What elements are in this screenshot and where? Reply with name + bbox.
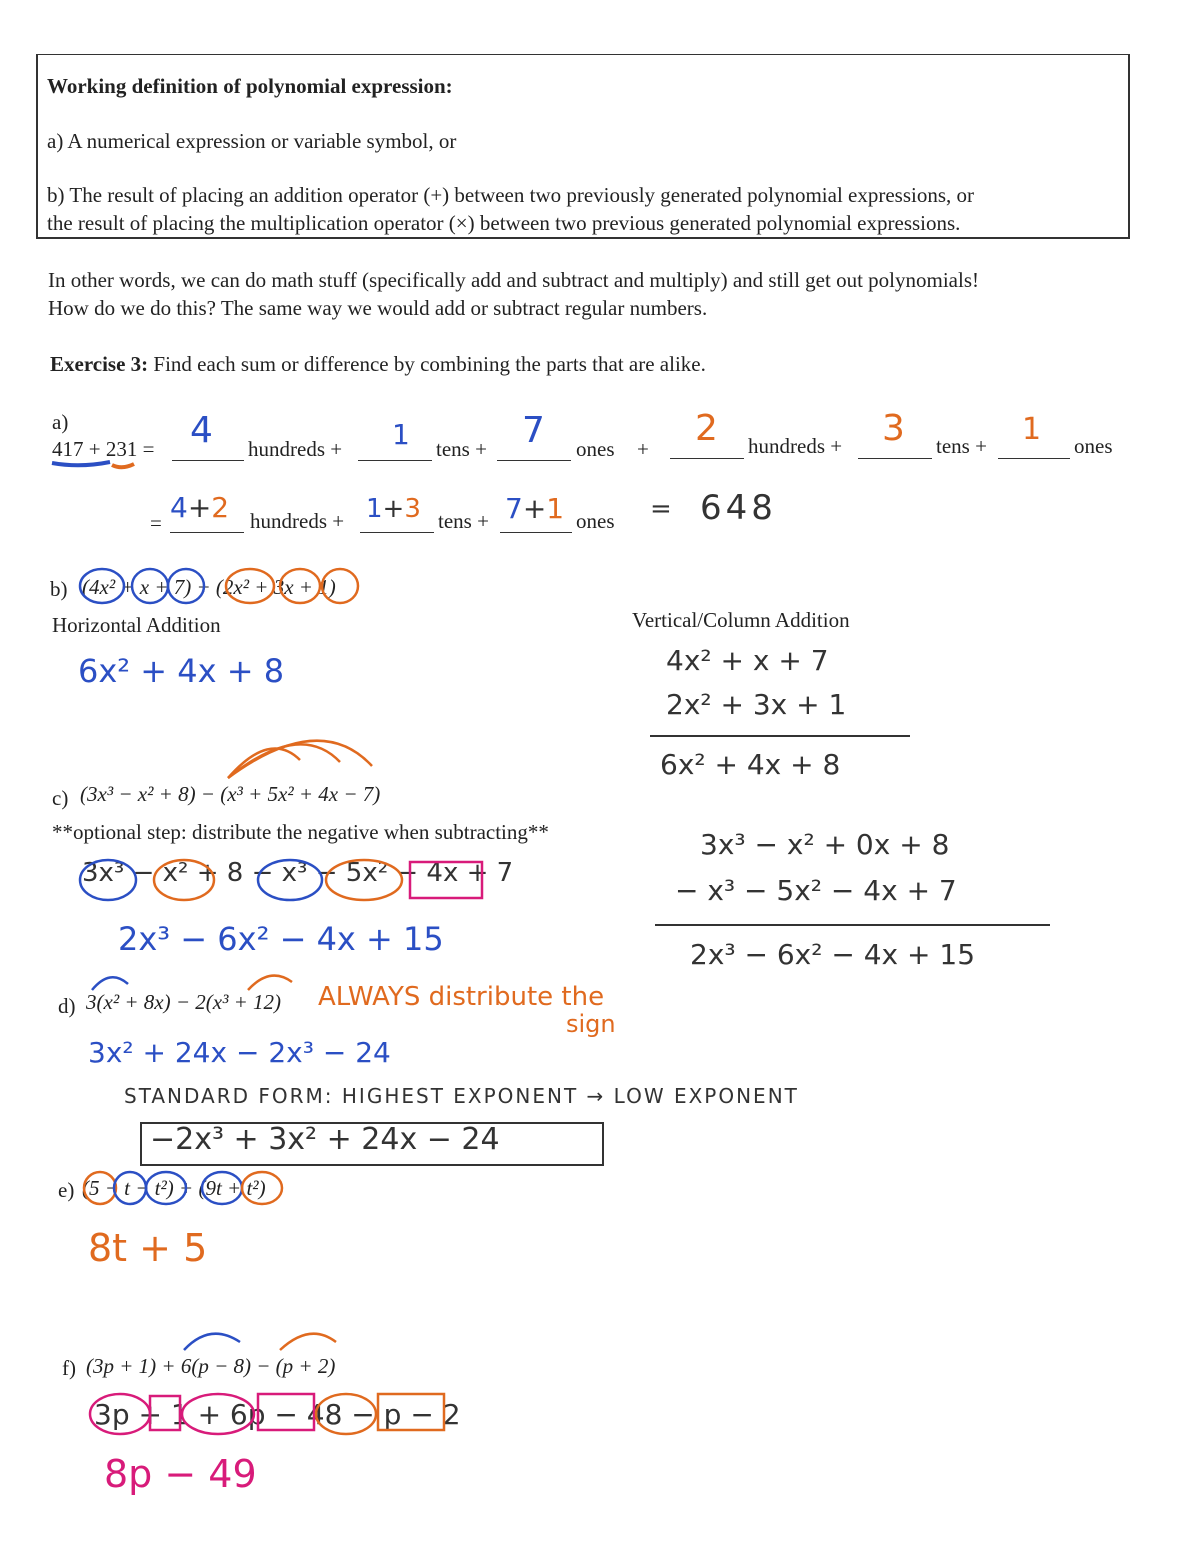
answer-ones-1: 7 — [522, 410, 545, 451]
answer-tens-2: 3 — [882, 408, 905, 449]
part-a-label: a) — [52, 410, 69, 434]
row2-ones-label: ones — [576, 509, 615, 533]
part-f-label: f) — [62, 1356, 76, 1380]
part-c-label: c) — [52, 786, 69, 810]
part-d-note-line2: sign — [566, 1010, 616, 1038]
ones-label-1: ones — [576, 437, 615, 461]
row2-tens-plus: + — [382, 494, 405, 524]
circle-6p — [182, 1394, 254, 1434]
circle-3p — [90, 1394, 150, 1434]
circle-neg-x3 — [258, 860, 322, 900]
definition-part-a: a) A numerical expression or variable symbol, or — [47, 129, 457, 153]
part-c-answer: 2x³ − 6x² − 4x + 15 — [118, 920, 444, 958]
circle-5 — [84, 1172, 116, 1204]
result-648: 648 — [700, 488, 777, 528]
plus-sign: + — [637, 437, 649, 461]
part-c-column-row1: 3x³ − x² + 0x + 8 — [700, 828, 950, 861]
underline-417 — [52, 462, 110, 465]
distribute-arrow-d2 — [248, 976, 292, 990]
circle-9t — [202, 1172, 242, 1204]
intro-line2: How do we do this? The same way we would add or subtract regular numbers. — [48, 296, 708, 320]
row2-ones-plus: + — [522, 492, 547, 525]
part-e-label: e) — [58, 1178, 75, 1202]
definition-title: Working definition of polynomial expression: — [47, 74, 453, 98]
tens-label-2: tens + — [936, 434, 987, 458]
horizontal-addition-label: Horizontal Addition — [52, 613, 221, 637]
standard-form-answer: −2x³ + 3x² + 24x − 24 — [150, 1122, 500, 1157]
part-f-distributed: 3p + 1 + 6p − 48 − p − 2 — [94, 1398, 461, 1431]
answer-tens-1: 1 — [392, 418, 410, 451]
part-b-horizontal-answer: 6x² + 4x + 8 — [78, 652, 285, 690]
part-c-distributed: 3x³ − x² + 8 − x³ − 5x² − 4x + 7 — [82, 858, 514, 888]
part-e-answer: 8t + 5 — [88, 1226, 208, 1270]
circle-3x3 — [80, 860, 136, 900]
part-d-expression: 3(x² + 8x) − 2(x³ + 12) — [86, 990, 282, 1014]
box-plus-1 — [150, 1396, 180, 1430]
part-d-label: d) — [58, 994, 76, 1018]
circle-1 — [322, 569, 358, 603]
part-b-expression: (4x² + x + 7) + (2x² + 3x + 1) — [82, 575, 336, 599]
circle-7 — [168, 569, 204, 603]
circle-neg-t — [114, 1172, 146, 1204]
row2-ones-first: 7 — [505, 492, 523, 525]
tens-label-1: tens + — [436, 437, 487, 461]
answer-hundreds-2: 2 — [695, 408, 718, 449]
box-neg-4x — [410, 862, 482, 898]
vertical-addition-label: Vertical/Column Addition — [632, 608, 850, 632]
row2-hundreds-first: 4 — [170, 491, 188, 524]
underline-231 — [112, 464, 134, 467]
distribute-arrow-f1 — [184, 1334, 240, 1350]
circle-2x2 — [226, 569, 274, 603]
part-c-optional-note: **optional step: distribute the negative when subtracting** — [52, 820, 549, 844]
intro-line1: In other words, we can do math stuff (specifically add and subtract and multiply) and still get out polynomials! — [48, 268, 979, 292]
answer-ones-2: 1 — [1022, 412, 1042, 447]
part-f-answer: 8p − 49 — [104, 1452, 257, 1496]
ones-label-3: ones — [1074, 434, 1113, 458]
row2-hundreds-second: 2 — [211, 491, 230, 524]
part-b-label: b) — [50, 577, 68, 601]
standard-form-label: STANDARD FORM: HIGHEST EXPONENT → LOW EXPONENT — [124, 1084, 799, 1108]
part-b-column-row1: 4x² + x + 7 — [666, 644, 829, 677]
box-neg-48 — [258, 1394, 314, 1430]
answer-hundreds-1: 4 — [190, 410, 213, 451]
circle-4x2 — [80, 569, 124, 603]
circle-x — [132, 569, 168, 603]
part-b-column-row2: 2x² + 3x + 1 — [666, 688, 847, 721]
circle-3x — [280, 569, 320, 603]
row2-ones-second: 1 — [546, 492, 565, 525]
circle-neg-t2 — [146, 1172, 186, 1204]
part-e-expression: (5 − t − t²) + (9t + t²) — [82, 1176, 266, 1200]
box-neg-2 — [378, 1394, 444, 1430]
part-b-column-sum: 6x² + 4x + 8 — [660, 748, 841, 781]
row2-tens-label: tens + — [438, 509, 489, 533]
exercise-label: Exercise 3: — [50, 352, 149, 376]
part-d-note-line1: ALWAYS distribute the — [318, 982, 605, 1012]
definition-part-b-line2: the result of placing the multiplication operator (×) between two previous generated polynomial expressions. — [47, 211, 961, 235]
circle-x2 — [154, 860, 214, 900]
row2-hundreds-plus: + — [187, 491, 212, 524]
row2-hundreds-label: hundreds + — [250, 509, 345, 533]
row2-tens-second: 3 — [404, 494, 421, 524]
distribute-arrow-d1 — [92, 977, 128, 990]
hundreds-label-1: hundreds + — [248, 437, 343, 461]
part-c-expression: (3x³ − x² + 8) − (x³ + 5x² + 4x − 7) — [80, 782, 381, 806]
result-equals: = — [650, 494, 672, 524]
part-a-expression: 417 + 231 = — [52, 437, 155, 461]
row2-equals: = — [150, 511, 162, 535]
row2-tens-first: 1 — [366, 494, 383, 524]
circle-neg-5x2 — [326, 860, 402, 900]
hundreds-label-2: hundreds + — [748, 434, 843, 458]
part-f-expression: (3p + 1) + 6(p − 8) − (p + 2) — [86, 1354, 336, 1378]
exercise-instruction: Find each sum or difference by combining the parts that are alike. — [153, 352, 706, 376]
circle-t2 — [242, 1172, 282, 1204]
part-c-column-sum: 2x³ − 6x² − 4x + 15 — [690, 938, 976, 971]
definition-part-b-line1: b) The result of placing an addition operator (+) between two previously generated polynomial expressions, or — [47, 183, 975, 207]
part-c-column-row2: − x³ − 5x² − 4x + 7 — [675, 874, 957, 907]
distribute-arrow-f2 — [280, 1334, 336, 1350]
part-d-distributed: 3x² + 24x − 2x³ − 24 — [88, 1036, 391, 1069]
circle-neg-p — [316, 1394, 376, 1434]
